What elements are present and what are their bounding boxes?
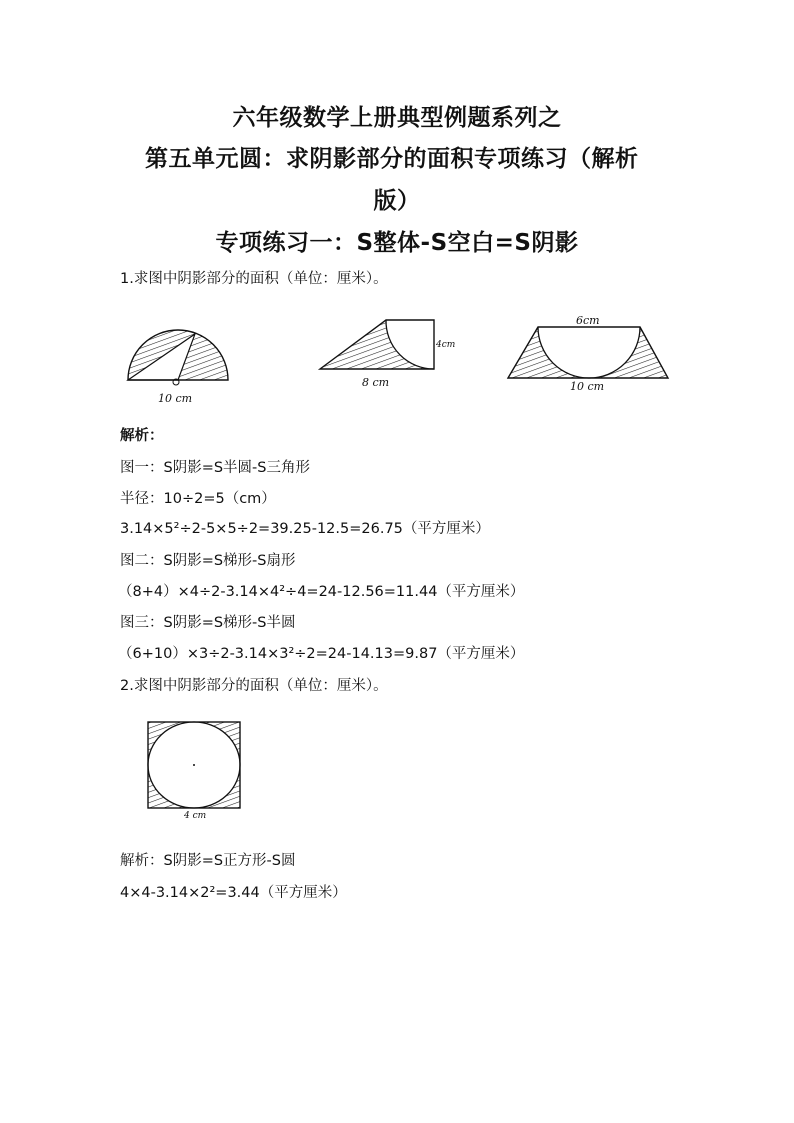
analysis-line: 半径：10÷2=5（cm） [120,491,276,507]
analysis-heading: 解析： [120,428,164,444]
figure-3-trapezoid [508,314,668,393]
fig2-label-side: 4cm [436,340,456,350]
figure-2-trapezoid [320,320,455,389]
fig3-label-bottom: 10 cm [570,380,605,393]
analysis-line: 3.14×5²÷2-5×5÷2=39.25-12.5=26.75（平方厘米） [120,521,490,537]
title-edition: 版） [373,188,421,214]
analysis-line: 图三：S阴影=S梯形-S半圆 [120,615,296,631]
problem1-question: 1.求图中阴影部分的面积（单位：厘米）。 [120,271,388,287]
analysis-line: （6+10）×3÷2-3.14×3²÷2=24-14.13=9.87（平方厘米） [118,646,525,662]
figure-square-circle [148,722,240,821]
problem2-question: 2.求图中阴影部分的面积（单位：厘米）。 [120,678,388,694]
fig2-label-bottom: 8 cm [362,376,390,389]
title-unit: 第五单元圆：求阴影部分的面积专项练习（解析 [145,146,639,172]
fig3-label-top: 6cm [576,314,600,327]
analysis-line: 图二：S阴影=S梯形-S扇形 [120,553,296,569]
title-exercise: 专项练习一：S整体-S空白=S阴影 [215,230,579,256]
fig4-label: 4 cm [184,811,207,821]
figure-1-semicircle [128,330,228,405]
analysis-line: （8+4）×4÷2-3.14×4²÷4=24-12.56=11.44（平方厘米） [118,584,525,600]
problem2-analysis: 解析：S阴影=S正方形-S圆 [120,853,296,869]
fig1-label: 10 cm [158,392,193,405]
analysis-line: 图一：S阴影=S半圆-S三角形 [120,460,310,476]
problem2-calc: 4×4-3.14×2²=3.44（平方厘米） [120,885,347,901]
title-series: 六年级数学上册典型例题系列之 [232,105,562,131]
